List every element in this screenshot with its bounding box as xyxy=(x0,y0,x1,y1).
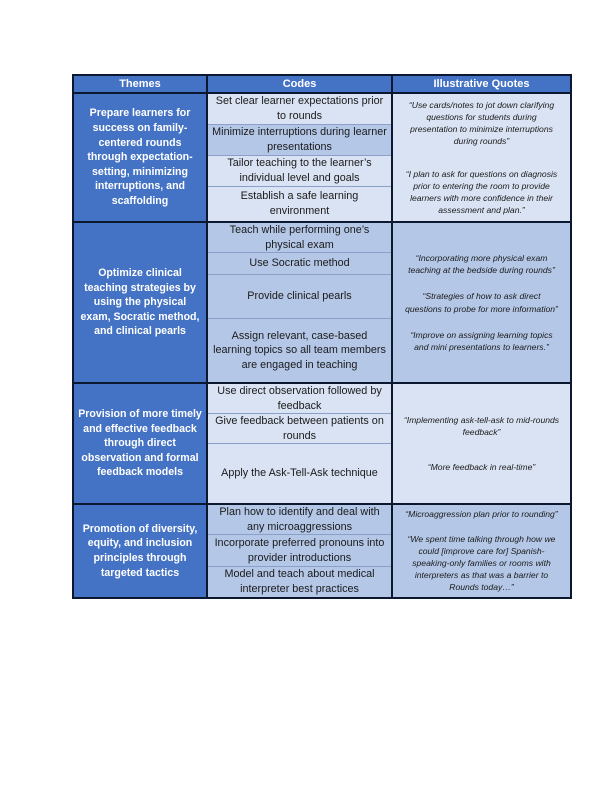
quotes-cell xyxy=(393,94,570,221)
quote: “Use cards/notes to jot down clarifying questions for students during presentation to minimize interruptions during rounds” xyxy=(408,99,555,147)
quote: “I plan to ask for questions on diagnosis prior to entering the room to provide learners with more confidence in their assessment and plan.” xyxy=(405,168,558,216)
code-item: Plan how to identify and deal with any microaggressions xyxy=(208,505,391,534)
quote: “More feedback in real-time” xyxy=(427,461,536,472)
code-item: Tailor teaching to the learner’s individual level and goals xyxy=(208,156,391,186)
codes-cell xyxy=(208,505,391,597)
codes-cell xyxy=(208,223,391,382)
codes-cell xyxy=(208,94,391,221)
code-item: Minimize interruptions during learner presentations xyxy=(208,125,391,155)
theme-cell: Promotion of diversity, equity, and inclusion principles through targeted tactics xyxy=(74,505,206,597)
quotes-cell xyxy=(393,505,570,597)
codes-cell xyxy=(208,384,391,503)
code-item: Teach while performing one’s physical exam xyxy=(208,223,391,252)
quote: “Implementing ask-tell-ask to mid-rounds feedback” xyxy=(403,415,560,438)
theme-cell: Optimize clinical teaching strategies by using the physical exam, Socratic method, and clinical pearls xyxy=(74,223,206,382)
theme-cell: Provision of more timely and effective feedback through direct observation and formal feedback models xyxy=(74,384,206,503)
quotes-cell xyxy=(393,223,570,382)
header-themes: Themes xyxy=(74,76,206,92)
code-item: Apply the Ask-Tell-Ask technique xyxy=(208,444,391,503)
code-item: Use Socratic method xyxy=(208,253,391,274)
code-item: Establish a safe learning environment xyxy=(208,187,391,221)
header-quotes: Illustrative Quotes xyxy=(393,76,570,92)
code-item: Incorporate preferred pronouns into provider introductions xyxy=(208,535,391,566)
code-item: Give feedback between patients on rounds xyxy=(208,414,391,443)
quotes-cell xyxy=(393,384,570,503)
quote: “Microaggression plan prior to rounding” xyxy=(405,509,558,520)
theme-cell: Prepare learners for success on family-centered rounds through expectation-setting, minimizing interruptions, and scaffolding xyxy=(74,94,206,221)
code-item: Provide clinical pearls xyxy=(208,275,391,318)
quote: “Improve on assigning learning topics and mini presentations to learners.” xyxy=(410,329,553,352)
header-codes: Codes xyxy=(208,76,391,92)
code-item: Set clear learner expectations prior to rounds xyxy=(208,94,391,124)
code-item: Model and teach about medical interpreter best practices xyxy=(208,567,391,597)
themes-table xyxy=(72,74,572,599)
quote: “Strategies of how to ask direct questions to probe for more information” xyxy=(405,291,558,314)
quote: “We spent time talking through how we could [improve care for] Spanish-speaking-only families or rooms with interpreters as that was a barrier to Rounds today…” xyxy=(407,533,556,593)
quote: “Incorporating more physical exam teaching at the bedside during rounds” xyxy=(408,252,555,276)
code-item: Assign relevant, case-based learning topics so all team members are engaged in teaching xyxy=(208,319,391,382)
code-item: Use direct observation followed by feedback xyxy=(208,384,391,413)
